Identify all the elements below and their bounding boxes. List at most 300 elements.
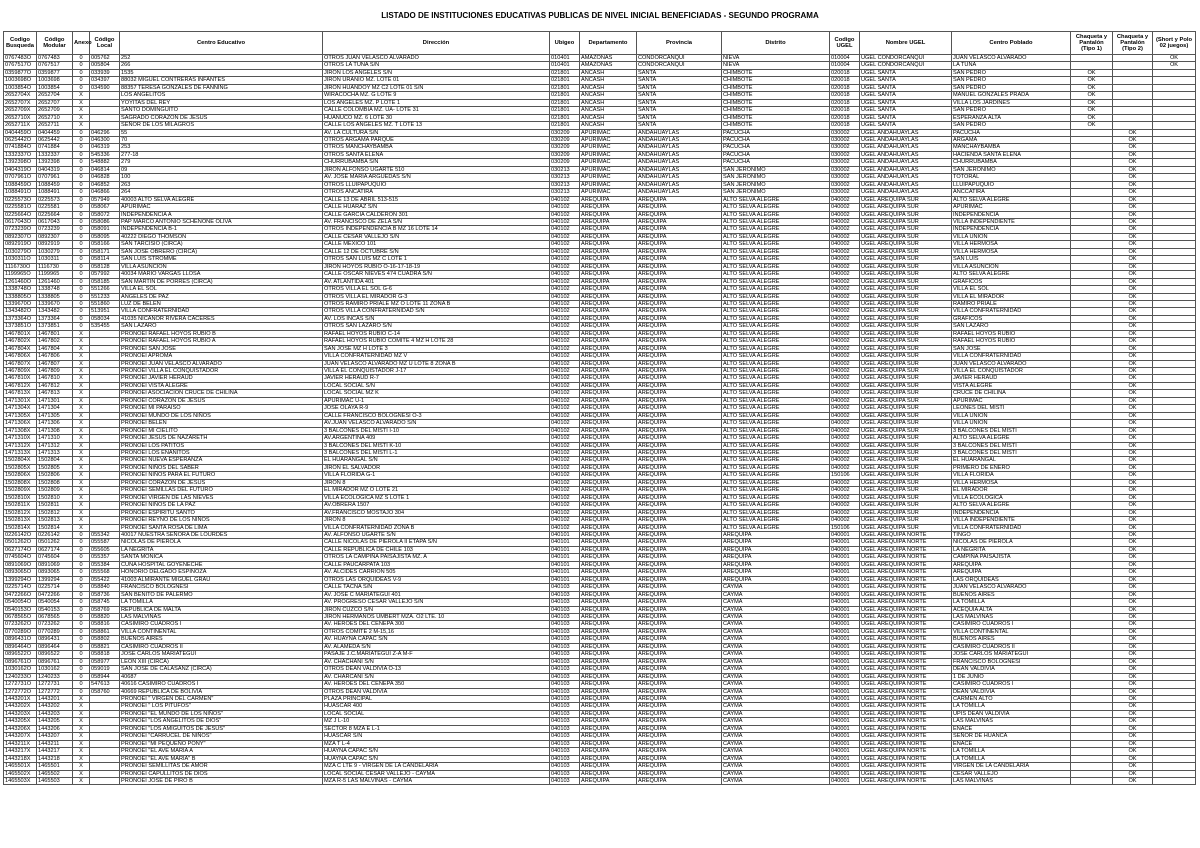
table-cell: 040002 xyxy=(830,509,860,516)
table-cell: UGEL AREQUIPA SUR xyxy=(860,286,952,293)
table-cell: INDEPENDENCIA xyxy=(952,226,1071,233)
table-cell: FRANCISCO BOLOGNESI xyxy=(952,658,1071,665)
table-cell: SAN JERONIMO xyxy=(722,181,830,188)
table-cell: 0 xyxy=(73,599,90,606)
table-cell xyxy=(90,330,120,337)
table-cell: SAN JERONIMO xyxy=(952,166,1071,173)
table-cell: 1471312X xyxy=(4,442,37,449)
table-row xyxy=(4,390,1196,397)
table-cell xyxy=(1071,599,1113,606)
table-cell xyxy=(1153,368,1196,375)
table-cell: 1030311O xyxy=(4,256,37,263)
table-cell: UGEL AREQUIPA NORTE xyxy=(860,643,952,650)
table-cell: 1 DE JUNIO xyxy=(952,673,1071,680)
table-row xyxy=(4,204,1196,211)
table-cell: UGEL AREQUIPA NORTE xyxy=(860,763,952,770)
table-cell: 058861 xyxy=(90,628,120,635)
table-cell xyxy=(1153,338,1196,345)
table-cell: OK xyxy=(1113,733,1153,740)
table-cell: 020018 xyxy=(830,92,860,99)
table-cell: 030209 xyxy=(550,129,580,136)
table-cell: 0 xyxy=(73,189,90,196)
table-cell: CALLE REPUBLICA DE CHILE 103 xyxy=(323,546,550,553)
table-cell: 040001 xyxy=(830,606,860,613)
table-cell: 0 xyxy=(73,196,90,203)
table-cell: 0767483O xyxy=(4,55,37,62)
table-cell: UGEL AREQUIPA NORTE xyxy=(860,733,952,740)
table-cell: JIRON 8 xyxy=(323,479,550,486)
table-cell: 046300 xyxy=(90,136,120,143)
table-cell xyxy=(1153,763,1196,770)
table-cell: VILLA FLORIDA xyxy=(952,472,1071,479)
table-row xyxy=(4,114,1196,121)
table-cell: X xyxy=(73,703,90,710)
table-cell: CASIMIRO CUADROS I xyxy=(952,681,1071,688)
table-cell: 1471313X xyxy=(4,450,37,457)
table-cell: 0225714 xyxy=(37,584,73,591)
table-cell xyxy=(1071,718,1113,725)
table-cell: 0 xyxy=(73,151,90,158)
table-cell: AREQUIPA xyxy=(637,755,722,762)
table-cell xyxy=(1071,472,1113,479)
table-cell: 0 xyxy=(73,554,90,561)
table-cell xyxy=(1071,308,1113,315)
table-cell xyxy=(1071,613,1113,620)
table-cell: 1272772O xyxy=(4,688,37,695)
table-cell: 030002 xyxy=(830,129,860,136)
table-cell xyxy=(1153,151,1196,158)
table-cell: 0 xyxy=(73,263,90,270)
table-cell xyxy=(90,114,120,121)
table-cell: OK xyxy=(1113,554,1153,561)
table-cell: AREQUIPA xyxy=(637,241,722,248)
table-cell: ANCASH xyxy=(580,92,637,99)
table-cell: 1467807X xyxy=(4,360,37,367)
table-cell: 0 xyxy=(73,62,90,69)
table-cell: 1373364 xyxy=(37,315,73,322)
table-cell: APURIMAC xyxy=(580,144,637,151)
table-cell: SANTA xyxy=(637,122,722,129)
table-cell: UGEL AREQUIPA NORTE xyxy=(860,628,952,635)
table-cell: SANTA xyxy=(637,84,722,91)
table-cell: UGEL AREQUIPA SUR xyxy=(860,442,952,449)
table-cell: PRONOEI VIRGEN DE LAS NIEVES xyxy=(120,494,323,501)
column-header: Codigo Busqueda xyxy=(4,32,37,55)
table-cell: 040001 xyxy=(830,710,860,717)
table-cell xyxy=(1071,293,1113,300)
table-cell: JIRON EL SALVADOR xyxy=(323,464,550,471)
table-cell: UGEL AREQUIPA NORTE xyxy=(860,740,952,747)
table-cell: 1261460 xyxy=(37,278,73,285)
table-cell: OK xyxy=(1113,599,1153,606)
table-cell: OK xyxy=(1113,405,1153,412)
table-cell: ALTO SELVA ALEGRE xyxy=(722,442,830,449)
table-cell: VILLA CONFRATERNIDAD xyxy=(952,524,1071,531)
table-cell: 040103 xyxy=(550,643,580,650)
table-cell: 040102 xyxy=(550,427,580,434)
table-cell: PRONOEI SEMILLITAS DE AMOR xyxy=(120,763,323,770)
table-cell: 040102 xyxy=(550,345,580,352)
table-cell: OK xyxy=(1113,479,1153,486)
table-cell: 1443211X xyxy=(4,740,37,747)
table-cell xyxy=(90,464,120,471)
table-cell: AREQUIPA xyxy=(580,554,637,561)
table-cell xyxy=(1153,464,1196,471)
table-cell: OTROS ANCATIRA xyxy=(323,189,550,196)
schools-table xyxy=(3,31,1196,785)
column-header: Departamento xyxy=(580,32,637,55)
table-row xyxy=(4,628,1196,635)
table-cell: AREQUIPA xyxy=(580,479,637,486)
table-cell: OK xyxy=(1113,748,1153,755)
table-cell: 0617043 xyxy=(37,218,73,225)
table-cell: 040001 xyxy=(830,681,860,688)
table-cell: ALTO SELVA ALEGRE xyxy=(722,360,830,367)
table-cell: UGEL AREQUIPA NORTE xyxy=(860,651,952,658)
table-cell: AREQUIPA xyxy=(580,561,637,568)
table-cell xyxy=(1153,755,1196,762)
table-cell: AREQUIPA xyxy=(580,532,637,539)
table-cell: X xyxy=(73,114,90,121)
table-cell xyxy=(90,487,120,494)
table-cell xyxy=(1071,405,1113,412)
table-cell: ALTO SELVA ALEGRE xyxy=(722,308,830,315)
table-cell: 030002 xyxy=(830,174,860,181)
table-cell: AREQUIPA xyxy=(637,658,722,665)
table-cell: UGEL AREQUIPA NORTE xyxy=(860,777,952,784)
table-cell: JUAN VELASCO ALVARADO MZ U LOTE 8 ZONA B xyxy=(323,360,550,367)
table-cell: 0625442O xyxy=(4,136,37,143)
table-row xyxy=(4,382,1196,389)
table-cell xyxy=(1071,584,1113,591)
table-cell: AREQUIPA xyxy=(580,278,637,285)
table-cell: 551266 xyxy=(90,286,120,293)
table-cell: UGEL AREQUIPA SUR xyxy=(860,509,952,516)
table-cell: AREQUIPA xyxy=(637,427,722,434)
table-cell: 41035 NICANOR RIVERA CACERES xyxy=(120,315,323,322)
table-cell: 040101 xyxy=(550,554,580,561)
table-cell: SANTA xyxy=(637,114,722,121)
table-cell: NIEVA xyxy=(722,55,830,62)
table-cell: 040102 xyxy=(550,375,580,382)
table-cell xyxy=(1153,673,1196,680)
table-cell: SECTOR 8 MZA E L-1 xyxy=(323,725,550,732)
table-cell xyxy=(1153,487,1196,494)
table-cell xyxy=(1153,189,1196,196)
table-cell xyxy=(90,375,120,382)
table-cell: 040103 xyxy=(550,748,580,755)
table-cell: BUENOS AIRES xyxy=(120,636,323,643)
table-cell xyxy=(1153,84,1196,91)
table-cell: OK xyxy=(1113,628,1153,635)
table-row xyxy=(4,189,1196,196)
table-cell: OK xyxy=(1113,777,1153,784)
table-cell: 0 xyxy=(73,628,90,635)
table-row xyxy=(4,539,1196,546)
table-cell: ANCASH xyxy=(580,77,637,84)
table-cell: 0770289O xyxy=(4,628,37,635)
table-cell: ALTO SELVA ALEGRE xyxy=(722,464,830,471)
table-cell: 1272731O xyxy=(4,681,37,688)
table-cell: OK xyxy=(1113,196,1153,203)
table-cell: PRONOEI LOS PATITOS xyxy=(120,442,323,449)
table-cell: INDEPENDENCIA xyxy=(952,509,1071,516)
table-cell: AREQUIPA xyxy=(637,278,722,285)
table-row xyxy=(4,226,1196,233)
table-cell: CAYMA xyxy=(722,725,830,732)
table-cell: OTROS LA TUNA S/N xyxy=(323,62,550,69)
table-cell: 1030279 xyxy=(37,248,73,255)
table-cell: OK xyxy=(1113,673,1153,680)
table-cell: CAYMA xyxy=(722,673,830,680)
table-cell: 040103 xyxy=(550,658,580,665)
table-cell: ALTO SELVA ALEGRE xyxy=(722,427,830,434)
table-cell: 1471313 xyxy=(37,450,73,457)
table-cell: 040002 xyxy=(830,256,860,263)
table-cell: 09 xyxy=(120,166,323,173)
table-cell: JAVIER HERAUD xyxy=(952,375,1071,382)
table-cell: AREQUIPA xyxy=(637,390,722,397)
table-cell: 040002 xyxy=(830,382,860,389)
table-cell: AREQUIPA xyxy=(580,464,637,471)
table-cell: SAN JOSE DE CALASANZ (CIRCA) xyxy=(120,666,323,673)
table-cell xyxy=(90,382,120,389)
table-cell: AREQUIPA xyxy=(637,293,722,300)
table-cell: OK xyxy=(1113,174,1153,181)
table-cell: PRONOEI NIÑOS DEL SABER xyxy=(120,464,323,471)
table-cell: 0896431 xyxy=(37,636,73,643)
table-row xyxy=(4,636,1196,643)
table-cell: 1373851 xyxy=(37,323,73,330)
table-cell: AV. CHARCANI S/N xyxy=(323,673,550,680)
table-cell: AREQUIPA xyxy=(637,524,722,531)
table-cell: 40034 MARIO VARGAS LLOSA xyxy=(120,271,323,278)
table-cell: AREQUIPA xyxy=(637,248,722,255)
table-cell: 150106 xyxy=(830,472,860,479)
table-cell xyxy=(1071,479,1113,486)
table-cell: AREQUIPA xyxy=(580,263,637,270)
table-cell: 058128 xyxy=(90,263,120,270)
table-row xyxy=(4,517,1196,524)
table-cell: CAYMA xyxy=(722,748,830,755)
table-cell: CHIMBOTE xyxy=(722,107,830,114)
table-cell: LA TOMILLA xyxy=(952,703,1071,710)
table-cell: CAYMA xyxy=(722,628,830,635)
table-cell xyxy=(1153,92,1196,99)
table-cell xyxy=(1153,621,1196,628)
table-cell: AREQUIPA xyxy=(637,599,722,606)
table-cell: 040102 xyxy=(550,472,580,479)
table-cell: 1502814 xyxy=(37,524,73,531)
table-row xyxy=(4,69,1196,76)
table-cell: 058166 xyxy=(90,241,120,248)
table-cell: SAN PEDRO xyxy=(952,122,1071,129)
table-cell xyxy=(1071,300,1113,307)
table-cell: OK xyxy=(1113,211,1153,218)
table-row xyxy=(4,643,1196,650)
table-cell: 040103 xyxy=(550,688,580,695)
table-cell: 040103 xyxy=(550,725,580,732)
table-cell: AREQUIPA xyxy=(580,636,637,643)
table-cell xyxy=(1153,450,1196,457)
table-cell: OK xyxy=(1113,382,1153,389)
table-cell: AREQUIPA xyxy=(637,308,722,315)
table-cell: OTROS LLUIPAPUQUIO xyxy=(323,181,550,188)
table-cell xyxy=(1071,55,1113,62)
table-cell: 020018 xyxy=(830,69,860,76)
table-cell: 040103 xyxy=(550,763,580,770)
table-cell: 40687 xyxy=(120,673,323,680)
table-cell: RAFAEL HOYOS RUBIO COMITE 4 MZ H LOTE 28 xyxy=(323,338,550,345)
table-cell: CALLE TACNA S/N xyxy=(323,584,550,591)
table-cell: 1338748 xyxy=(37,286,73,293)
table-cell xyxy=(1071,375,1113,382)
table-cell: CAYMA xyxy=(722,688,830,695)
table-cell: 0 xyxy=(73,308,90,315)
table-cell: 3 BALCONES DEL MISTI xyxy=(952,450,1071,457)
table-cell: CHIMBOTE xyxy=(722,84,830,91)
table-cell: 040002 xyxy=(830,479,860,486)
table-cell: AREQUIPA xyxy=(580,204,637,211)
table-cell xyxy=(1071,323,1113,330)
table-cell xyxy=(1153,256,1196,263)
table-cell: 1502813X xyxy=(4,517,37,524)
table-cell: HUASCAR S/N xyxy=(323,733,550,740)
table-cell: LAS MALVINAS xyxy=(120,613,323,620)
table-cell: 010401 xyxy=(550,62,580,69)
table-cell: ALTO SELVA ALEGRE xyxy=(722,524,830,531)
table-cell xyxy=(1071,710,1113,717)
table-cell: 0 xyxy=(73,673,90,680)
table-cell: SAN JOSE OBRERO (CIRCA) xyxy=(120,248,323,255)
table-cell: OTROS ARGAMA PARQUE xyxy=(323,136,550,143)
table-cell xyxy=(1071,181,1113,188)
table-cell: UGEL AREQUIPA SUR xyxy=(860,241,952,248)
table-cell: AREQUIPA xyxy=(580,241,637,248)
table-cell: OK xyxy=(1153,62,1196,69)
table-cell: 034590 xyxy=(90,84,120,91)
table-cell: OK xyxy=(1113,248,1153,255)
table-cell: AREQUIPA xyxy=(637,613,722,620)
table-cell: 040002 xyxy=(830,300,860,307)
table-cell: OK xyxy=(1113,181,1153,188)
table-cell: 1272772 xyxy=(37,688,73,695)
table-cell: AREQUIPA xyxy=(637,338,722,345)
table-cell xyxy=(1153,196,1196,203)
table-cell: 040001 xyxy=(830,658,860,665)
table-row xyxy=(4,159,1196,166)
table-cell: EL HUARANGAL S/N xyxy=(323,457,550,464)
table-cell: PRONOEI JAVIER HERAUD xyxy=(120,375,323,382)
table-cell xyxy=(1153,166,1196,173)
table-cell: 040102 xyxy=(550,278,580,285)
table-cell: AREQUIPA xyxy=(637,628,722,635)
table-cell: 1003854 xyxy=(37,84,73,91)
table-cell: CONDORCANQUI xyxy=(637,62,722,69)
table-cell: 2652709X xyxy=(4,107,37,114)
table-cell: 1338805 xyxy=(37,293,73,300)
table-row xyxy=(4,345,1196,352)
table-cell xyxy=(1071,196,1113,203)
table-cell: AV. JOSE MARIA ARGUEDAS S/N xyxy=(323,174,550,181)
table-cell: 0745604 xyxy=(37,554,73,561)
table-cell: PASAJE J.C.MARIATEGUI Z-A M-F xyxy=(323,651,550,658)
table-cell xyxy=(1071,509,1113,516)
table-cell: UGEL AREQUIPA SUR xyxy=(860,390,952,397)
table-cell: 040002 xyxy=(830,293,860,300)
table-cell: OK xyxy=(1071,92,1113,99)
table-cell: OTROS MANCHAYBAMBA xyxy=(323,144,550,151)
table-cell: VILLA CONTINENTAL xyxy=(120,628,323,635)
table-cell: 513951 xyxy=(90,308,120,315)
table-row xyxy=(4,755,1196,762)
table-cell: 1030162 xyxy=(37,666,73,673)
table-cell: 0 xyxy=(73,248,90,255)
table-cell: PRONOEI " VIRGEN DEL CARMEN" xyxy=(120,695,323,702)
table-cell xyxy=(1153,420,1196,427)
table-cell: 021801 xyxy=(550,69,580,76)
table-cell: APURIMAC xyxy=(580,174,637,181)
table-cell: UGEL AREQUIPA SUR xyxy=(860,487,952,494)
table-cell: 040002 xyxy=(830,464,860,471)
table-cell: SANTA xyxy=(637,77,722,84)
table-cell: CALLE 12 DE OCTUBRE S/N xyxy=(323,248,550,255)
table-cell: 040001 xyxy=(830,725,860,732)
table-cell: 551860 xyxy=(90,300,120,307)
table-cell: AREQUIPA xyxy=(580,308,637,315)
table-cell: GRAFICOS xyxy=(952,278,1071,285)
table-cell: CAYMA xyxy=(722,718,830,725)
table-cell: TINGO xyxy=(952,532,1071,539)
table-cell: 0 xyxy=(73,55,90,62)
table-cell: 0741884O xyxy=(4,144,37,151)
table-cell xyxy=(90,405,120,412)
table-cell: 058114 xyxy=(90,256,120,263)
table-cell: PRONOEI NUEVA ESPERANZA xyxy=(120,457,323,464)
table-cell: PRONOEI MI PARAISO xyxy=(120,405,323,412)
table-cell: 0540153O xyxy=(4,606,37,613)
table-cell: 547613 xyxy=(90,681,120,688)
table-cell: UGEL AREQUIPA NORTE xyxy=(860,703,952,710)
table-row xyxy=(4,174,1196,181)
table-row xyxy=(4,725,1196,732)
table-cell: 040102 xyxy=(550,211,580,218)
table-cell: OK xyxy=(1113,189,1153,196)
table-cell: ARGAMA xyxy=(952,136,1071,143)
table-cell xyxy=(90,390,120,397)
table-cell xyxy=(1153,159,1196,166)
table-cell: OK xyxy=(1113,487,1153,494)
table-cell: 0891069 xyxy=(37,561,73,568)
table-cell xyxy=(90,122,120,129)
table-cell: ALTO SELVA ALEGRE xyxy=(952,271,1071,278)
table-cell: AREQUIPA xyxy=(580,405,637,412)
table-cell: DEAN VALDIVIA xyxy=(952,688,1071,695)
table-cell: CALLE OSCAR NIEVES 474 CUADRA S/N xyxy=(323,271,550,278)
table-cell: 030002 xyxy=(830,166,860,173)
table-cell: APURIMAC U-1 xyxy=(323,397,550,404)
table-cell: 2652710X xyxy=(4,114,37,121)
table-cell: MZA C LTE 9 - VIRGEN DE LA CANDELARIA xyxy=(323,763,550,770)
table-cell: CAYMA xyxy=(722,666,830,673)
table-cell: OK xyxy=(1113,315,1153,322)
table-cell: CASIMIRO CUADROS I xyxy=(120,621,323,628)
table-cell: AREQUIPA xyxy=(637,606,722,613)
table-cell: AREQUIPA xyxy=(637,412,722,419)
table-cell: PRONOEI LOS ENANITOS xyxy=(120,450,323,457)
table-cell: 058802 xyxy=(90,636,120,643)
table-cell: CALLE CESAR VALLEJO S/N xyxy=(323,233,550,240)
